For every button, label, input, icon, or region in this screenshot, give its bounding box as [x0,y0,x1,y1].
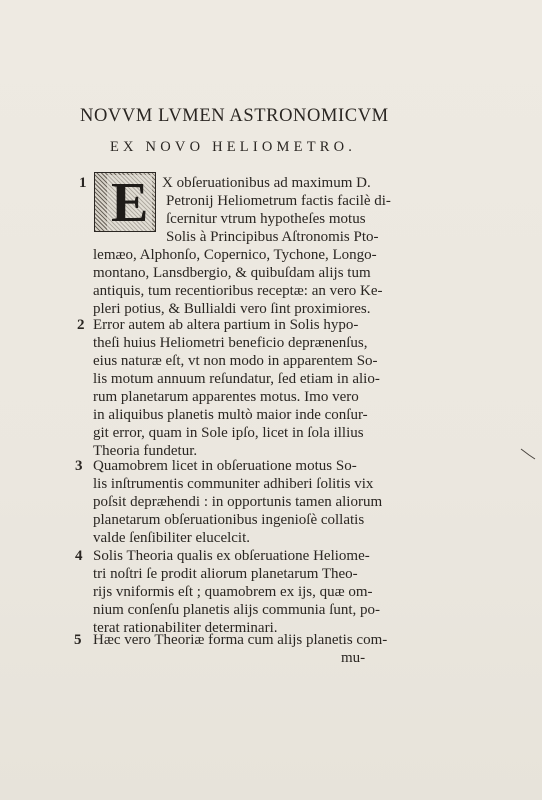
text-line: valde ſenſibiliter elucelcit. [93,530,251,546]
text-line: rum planetarum apparentes motus. Imo vero [93,389,359,405]
text-line: planetarum obſeruationibus ingenioſè collatis [93,512,365,528]
text-line: lemæo, Alphonſo, Copernico, Tychone, Longo- [93,247,377,263]
text-line: Solis à Principibus Aſtronomis Pto- [166,229,379,245]
text-line: X obſeruationibus ad maximum D. [162,175,371,191]
decorated-initial [94,172,156,232]
text-line: Quamobrem licet in obſeruatione motus So- [93,458,357,474]
text-line: theſi huius Heliometri beneficio deprænenſus, [93,335,368,351]
catchword: mu- [341,650,366,666]
margin-mark [520,448,536,460]
text-line: in aliquibus planetis multò maior inde conſur- [93,407,368,423]
text-line: ſcernitur vtrum hypotheſes motus [166,211,366,227]
text-line: Error autem ab altera partium in Solis hypo- [93,317,359,333]
text-line: lis inſtrumentis communiter adhiberi ſolitis vix [93,476,374,492]
text-line: Theoria fundetur. [93,443,198,459]
paragraph-number: 1 [79,175,87,191]
text-line: rijs vniformis eſt ; quamobrem ex ijs, quæ om- [93,584,373,600]
text-line: Solis Theoria qualis ex obſeruatione Heliome- [93,548,370,564]
page-title: NOVVM LVMEN ASTRONOMICVM [80,106,389,126]
text-line: eius naturæ eſt, vt non modo in apparentem So- [93,353,378,369]
text-line: montano, Lansdbergio, & quibuſdam alijs tum [93,265,371,281]
paragraph-number: 3 [75,458,83,474]
paragraph-number: 5 [74,632,82,648]
dropcap-letter: E [107,175,152,231]
text-line: lis motum annuum reſundatur, ſed etiam in alio- [93,371,380,387]
text-line: pleri potius, & Bullialdi vero ſint proximiores. [93,301,371,317]
page-subtitle: EX NOVO HELIOMETRO. [110,139,357,155]
text-line: tri noſtri ſe prodit aliorum planetarum Theo- [93,566,358,582]
text-line: poſsit depræhendi : in opportunis tamen aliorum [93,494,383,510]
text-line: terat rationabiliter determinari. [93,620,278,636]
paragraph-number: 2 [77,317,85,333]
text-line: Hæc vero Theoriæ forma cum alijs planetis com- [93,632,388,648]
text-line: antiquis, tum recentioribus receptæ: an vero Ke- [93,283,383,299]
text-line: Petronij Heliometrum factis facilè di- [166,193,391,209]
text-line: nium conſenſu planetis alijs communia ſunt, po- [93,602,381,618]
text-line: git error, quam in Sole ipſo, licet in ſola illius [93,425,364,441]
paragraph-number: 4 [75,548,83,564]
